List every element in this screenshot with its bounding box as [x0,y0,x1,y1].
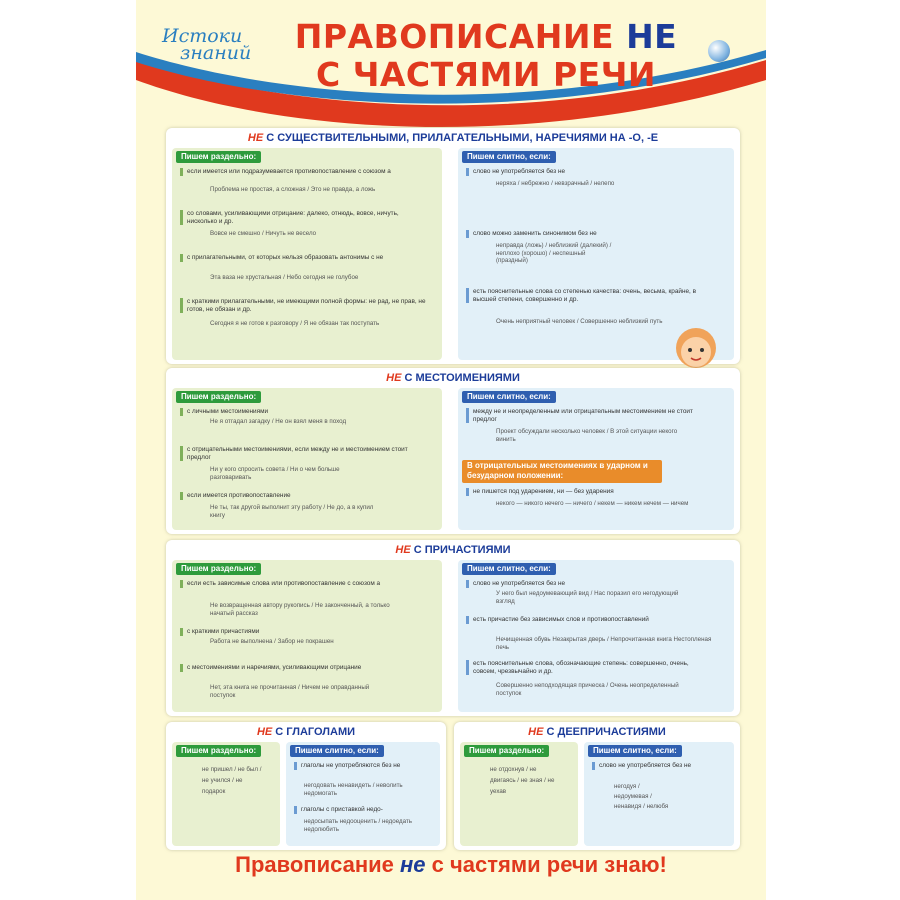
together-header: Пишем слитно, если: [462,391,556,403]
footer-slogan: Правописание не с частями речи знаю! [235,852,667,877]
logo: Истоки знаний [162,25,252,64]
section-pronouns [166,368,740,534]
together-header: Пишем слитно, если: [290,745,384,757]
poster [136,0,766,900]
example: негодуя / недоумевая / ненавидя / нелюбя [614,783,669,810]
rule: между не и неопределенным или отрицательным местоимением не стоит предлог [466,408,713,423]
rule: со словами, усиливающими отрицание: далеко, отнюдь, вовсе, ничуть, нисколько и др. [180,210,427,225]
example: Нет, эта книга не прочитанная / Ничем не оправданный поступок [210,684,370,699]
example: Эта ваза не хрустальная / Небо сегодня не голубое [210,274,359,281]
section-title: НЕ С МЕСТОИМЕНИЯМИ [386,372,520,384]
page-title: ПРАВОПИСАНИЕ НЕ С ЧАСТЯМИ РЕЧИ [294,17,678,94]
rule: слово не употребляется без не [466,580,713,588]
example: Очень неприятный человек / Совершенно неблизкий путь [496,318,663,325]
rule: с краткими прилагательными, не имеющими полной формы: не рад, не прав, не готов, не обязан и др. [180,298,427,313]
example: Совершенно неподходящая прическа / Очень неопределенный поступок [496,682,679,697]
rule: с личными местоимениями [180,408,427,416]
stress-header: В отрицательных местоимениях в ударном и безударном положении: [462,460,662,483]
ball-icon [708,40,730,62]
section-title: НЕ С ДЕЕПРИЧАСТИЯМИ [528,726,666,738]
section-participles [166,540,740,716]
example: Не ты, так другой выполнит эту работу / Не до, а в купил книгу [210,504,374,519]
separate-header: Пишем раздельно: [464,745,549,757]
rule: не пишется под ударением, ни — без ударения [466,488,713,496]
example: неправда (ложь) / неблизкий (далекий) / неплохо (хорошо) / неспешный (праздный) [496,242,612,264]
example: У него был недоумевающий вид / Нас поразил его негодующий взгляд [496,590,679,605]
section-title: НЕ С СУЩЕСТВИТЕЛЬНЫМИ, ПРИЛАГАТЕЛЬНЫМИ, НАРЕЧИЯМИ НА -О, -Е [247,132,659,144]
together-header: Пишем слитно, если: [462,151,556,163]
separate-header: Пишем раздельно: [176,151,261,163]
rule: есть пояснительные слова со степенью качества: очень, весьма, крайне, в высшей степени, совершенно и др. [466,288,713,303]
example: Проект обсуждали несколько человек / В этой ситуации некого винить [496,428,678,443]
example: недосыпать недооценить / недоедать недолюбить [304,818,413,833]
together-header: Пишем слитно, если: [588,745,682,757]
example: Проблема не простая, а сложная / Это не правда, а ложь [210,186,376,193]
example: некого — никого нечего — ничего / некем — никем нечем — ничем [496,500,689,507]
together-header: Пишем слитно, если: [462,563,556,575]
separate-panel [172,148,442,360]
separate-header: Пишем раздельно: [176,745,261,757]
separate-panel [172,560,442,712]
separate-panel [172,388,442,530]
rule: с отрицательными местоимениями, если между не и местоимением стоит предлог [180,446,427,461]
section-verbs [166,722,446,850]
rule: слово не употребляется без не [592,762,719,770]
rule: слово не употребляется без не [466,168,713,176]
together-panel [458,560,734,712]
separate-panel [172,742,280,846]
rule: слово можно заменить синонимом без не [466,230,713,238]
rule: с прилагательными, от которых нельзя образовать антонимы с не [180,254,427,262]
section-nouns-adjectives [166,128,740,364]
rule: есть пояснительные слова, обозначающие степень: совершенно, очень, совсем, чрезвычайно и др. [466,660,713,675]
example: не отдохнув / не двигаясь / не зная / не уехав [490,766,555,795]
together-panel [286,742,440,846]
section-title: НЕ С ГЛАГОЛАМИ [256,726,356,738]
example: Нечищенная обувь Незакрытая дверь / Непрочитанная книга Нестопленая печь [496,636,712,651]
separate-panel [460,742,578,846]
example: Ни у кого спросить совета / Ни о чем больше разговаривать [210,466,340,481]
together-panel [458,388,734,530]
together-panel [584,742,734,846]
example: Работа не выполнена / Забор не покрашен [210,638,334,645]
separate-header: Пишем раздельно: [176,563,261,575]
rule: глаголы с приставкой недо- [294,806,421,814]
section-title: НЕ С ПРИЧАСТИЯМИ [395,544,511,556]
rule: с краткими причастиями [180,628,427,636]
rule: глаголы не употребляются без не [294,762,421,770]
example: Не я отгадал загадку / Не он взял меня в поход [210,418,347,425]
example: Сегодня я не готов к разговору / Я не обязан так поступать [210,320,380,327]
separate-header: Пишем раздельно: [176,391,261,403]
example: не пришел / не был / не учился / не подарок [202,766,262,795]
example: Не возвращенная автору рукопись / Не законченный, а только начатый рассказ [210,602,390,617]
rule: если имеется противопоставление [180,492,427,500]
section-gerunds [454,722,740,850]
example: Вовсе не смешно / Ничуть не весело [210,230,317,237]
rule: есть причастие без зависимых слов и противопоставлений [466,616,713,624]
rule: если есть зависимые слова или противопоставление с союзом а [180,580,427,588]
example: неряха / небрежно / невзрачный / нелепо [496,180,615,187]
rule: если имеется или подразумевается противопоставление с союзом а [180,168,427,176]
example: негодовать ненавидеть / неволить недомогать [304,782,403,797]
rule: с местоимениями и наречиями, усиливающими отрицание [180,664,427,672]
